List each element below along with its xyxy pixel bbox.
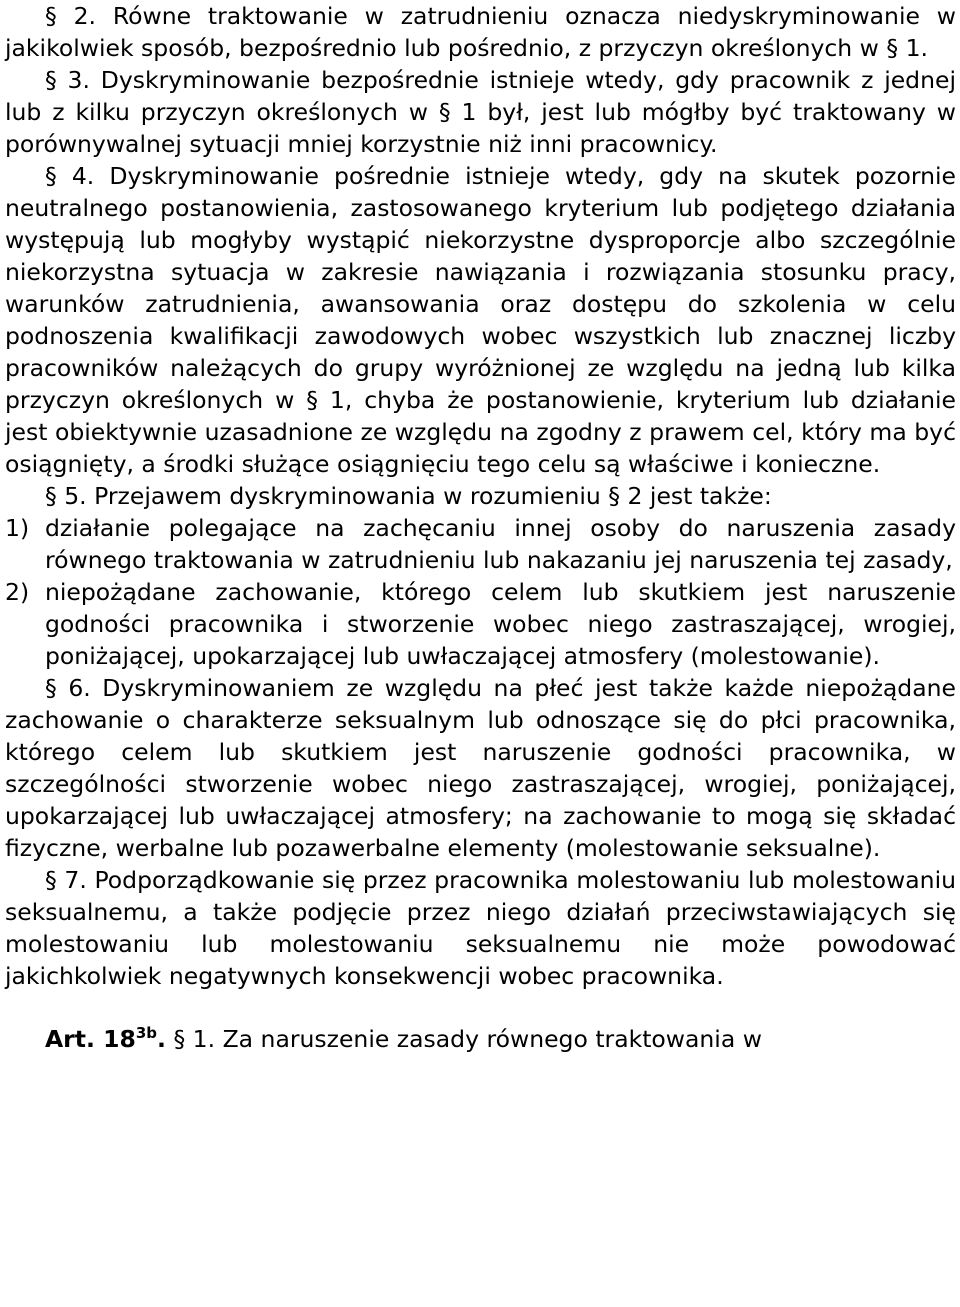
list-item-number: 1) (5, 514, 30, 542)
section-sign: § (45, 162, 57, 190)
list-item-text: działanie polegające na zachęcaniu innej osoby do naruszenia zasady równego traktowania w zatrudnieniu lub nakazaniu jej naruszenia tej zasady, (45, 514, 956, 574)
article-superscript: 3b (135, 1024, 158, 1043)
paragraph-text: Dyskryminowaniem ze względu na płeć jest także każde niepożądane zachowanie o charakterze seksualnym lub odnoszące się do płci pracownika, którego celem lub skutkiem jest naruszenie godności pracownika, w szczególności stworzenie wobec niego zastraszającej, wrogiej, poniżającej, upokarzającej lub uwłaczającej atmosfery; na zachowanie to mogą się składać fizyczne, werbalne lub pozawerbalne elementy (molestowanie seksualne). (5, 674, 956, 862)
section-sign: § (45, 2, 57, 30)
paragraph-number: 3. (67, 66, 90, 94)
paragraph-text: Podporządkowanie się przez pracownika molestowaniu lub molestowaniu seksualnemu, a także podjęcie przez niego działań przeciwstawiających się molestowaniu lub molestowaniu seksualnemu nie może powodować jakichkolwiek negatywnych konsekwencji wobec pracownika. (5, 866, 956, 990)
paragraph-4 (5, 160, 956, 480)
list-item-number: 2) (5, 578, 30, 606)
list-item-text: niepożądane zachowanie, którego celem lub skutkiem jest naruszenie godności pracownika i stworzenie wobec niego zastraszającej, wrogiej, poniżającej, upokarzającej lub uwłaczającej atmosfery (molestowanie). (45, 578, 956, 670)
list-item (5, 512, 956, 576)
section-sign: § (45, 866, 57, 894)
section-sign: § (45, 66, 57, 94)
paragraph-number: 6. (68, 674, 91, 702)
paragraph-text: Dyskryminowanie pośrednie istnieje wtedy, gdy na skutek pozornie neutralnego postanowienia, zastosowanego kryterium lub podjętego działania występują lub mogłyby wystąpić niekorzystne dysproporcje albo szczególnie niekorzystna sytuacja w zakresie nawiązania i rozwiązania stosunku pracy, warunków zatrudnienia, awansowania oraz dostępu do szkolenia w celu podnoszenia kwalifikacji zawodowych wobec wszystkich lub znacznej liczby pracowników należących do grupy wyróżnionej ze względu na jedną lub kilka przyczyn określonych w § 1, chyba że postanowienie, kryterium lub działanie jest obiektywnie uzasadnione ze względu na zgodny z prawem cel, który ma być osiągnięty, a środki służące osiągnięciu tego celu są właściwe i konieczne. (5, 162, 956, 478)
section-sign: § (45, 674, 57, 702)
paragraph-6 (5, 672, 956, 864)
section-sign: § (173, 1025, 186, 1053)
paragraph-text: Równe traktowanie w zatrudnieniu oznacza niedyskryminowanie w jakikolwiek sposób, bezpośrednio lub pośrednio, z przyczyn określonych w § 1. (5, 2, 956, 62)
paragraph-text: Za naruszenie zasady równego traktowania w (222, 1025, 762, 1053)
paragraph-number: 4. (71, 162, 95, 190)
paragraph-text: Przejawem dyskryminowania w rozumieniu § 2 jest także: (94, 482, 772, 510)
paragraph-3 (5, 64, 956, 160)
paragraph-7 (5, 864, 956, 992)
paragraph-5 (5, 480, 956, 512)
paragraph-number: 5. (64, 482, 87, 510)
paragraph-number: 7. (64, 866, 87, 894)
article-label: Art. 18 (45, 1025, 136, 1053)
list-item (5, 576, 956, 672)
paragraph-number: 2. (73, 2, 96, 30)
paragraph-text: Dyskryminowanie bezpośrednie istnieje wtedy, gdy pracownik z jednej lub z kilku przyczyn określonych w § 1 był, jest lub mógłby być traktowany w porównywalnej sytuacji mniej korzystnie niż inni pracownicy. (5, 66, 956, 158)
article-heading: Art. $18^{3b}$. § 1. Za naruszenie zasady równego traktowania w (45, 1024, 762, 1053)
paragraph-number: 1. (192, 1025, 216, 1053)
section-sign: § (45, 482, 57, 510)
paragraph-2 (5, 0, 956, 64)
